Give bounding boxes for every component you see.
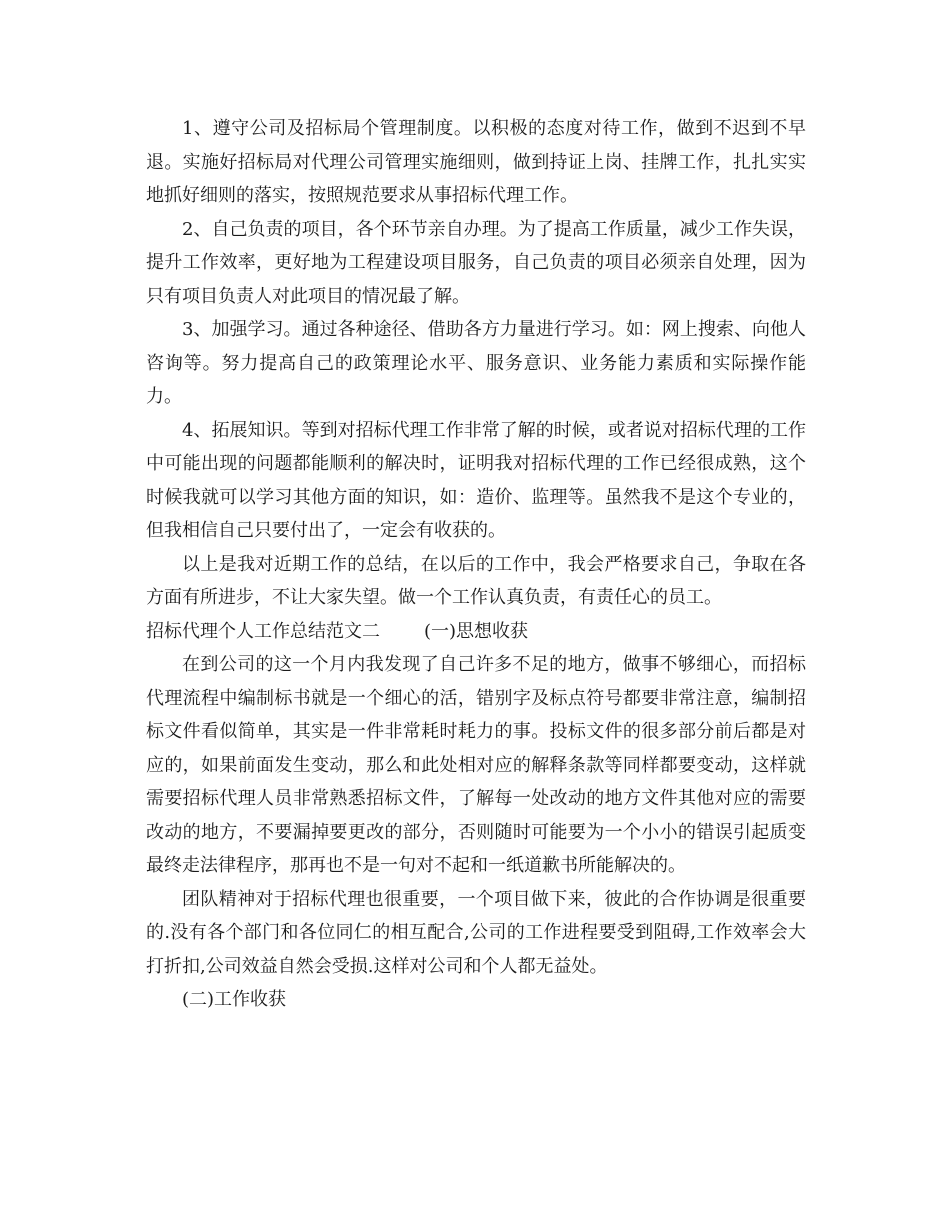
paragraph-rule-1: 1、遵守公司及招标局个管理制度。以积极的态度对待工作，做到不迟到不早退。实施好招标局对代理公司管理实施细则，做到持证上岗、挂牌工作，扎扎实实地抓好细则的落实，按照规范要求从事招标代理工作。: [146, 118, 806, 206]
document-body: [146, 112, 806, 1017]
paragraph-conclusion: 以上是我对近期工作的总结，在以后的工作中，我会严格要求自己，争取在各方面有所进步，不让大家失望。做一个工作认真负责，有责任心的员工。: [146, 553, 806, 608]
document-title-two: 招标代理个人工作总结范文二: [146, 620, 380, 642]
paragraph-thoughts: 在到公司的这一个月内我发现了自己许多不足的地方，做事不够细心，而招标代理流程中编制标书就是一个细心的活，错别字及标点符号都要非常注意，编制招标文件看似简单，其实是一件非常耗时耗力的事。投标文件的很多部分前后都是对应的，如果前面发生变动，那么和此处相对应的解释条款等同样都要变动，这样就需要招标代理人员非常熟悉招标文件，了解每一处改动的地方文件其他对应的需要改动的地方，不要漏掉要更改的部分，否则随时可能要为一个小小的错误引起质变最终走法律程序，那再也不是一句对不起和一纸道歉书所能解决的。: [146, 654, 806, 876]
paragraph-teamwork: 团队精神对于招标代理也很重要，一个项目做下来，彼此的合作协调是很重要的.没有各个部门和各位同仁的相互配合,公司的工作进程要受到阻碍,工作效率会大打折扣,公司效益自然会受损.这样对公司和个人都无益处。: [146, 888, 806, 977]
section-heading-thoughts: (一)思想收获: [424, 620, 529, 642]
paragraph-rule-2: 2、自己负责的项目，各个环节亲自办理。为了提高工作质量，减少工作失误，提升工作效率，更好地为工程建设项目服务，自己负责的项目必须亲自处理，因为只有项目负责人对此项目的情况最了解。: [146, 218, 806, 307]
paragraph-rule-4: 4、拓展知识。等到对招标代理工作非常了解的时候，或者说对招标代理的工作中可能出现的问题都能顺利的解决时，证明我对招标代理的工作已经很成熟，这个时候我就可以学习其他方面的知识，如：造价、监理等。虽然我不是这个专业的，但我相信自己只要付出了，一定会有收获的。: [146, 419, 806, 541]
section-heading-work: (二)工作收获: [182, 989, 287, 1010]
section-heading-line: [146, 615, 806, 649]
paragraph-rule-3: 3、加强学习。通过各种途径、借助各方力量进行学习。如：网上搜索、向他人咨询等。努力提高自己的政策理论水平、服务意识、业务能力素质和实际操作能力。: [146, 319, 806, 407]
